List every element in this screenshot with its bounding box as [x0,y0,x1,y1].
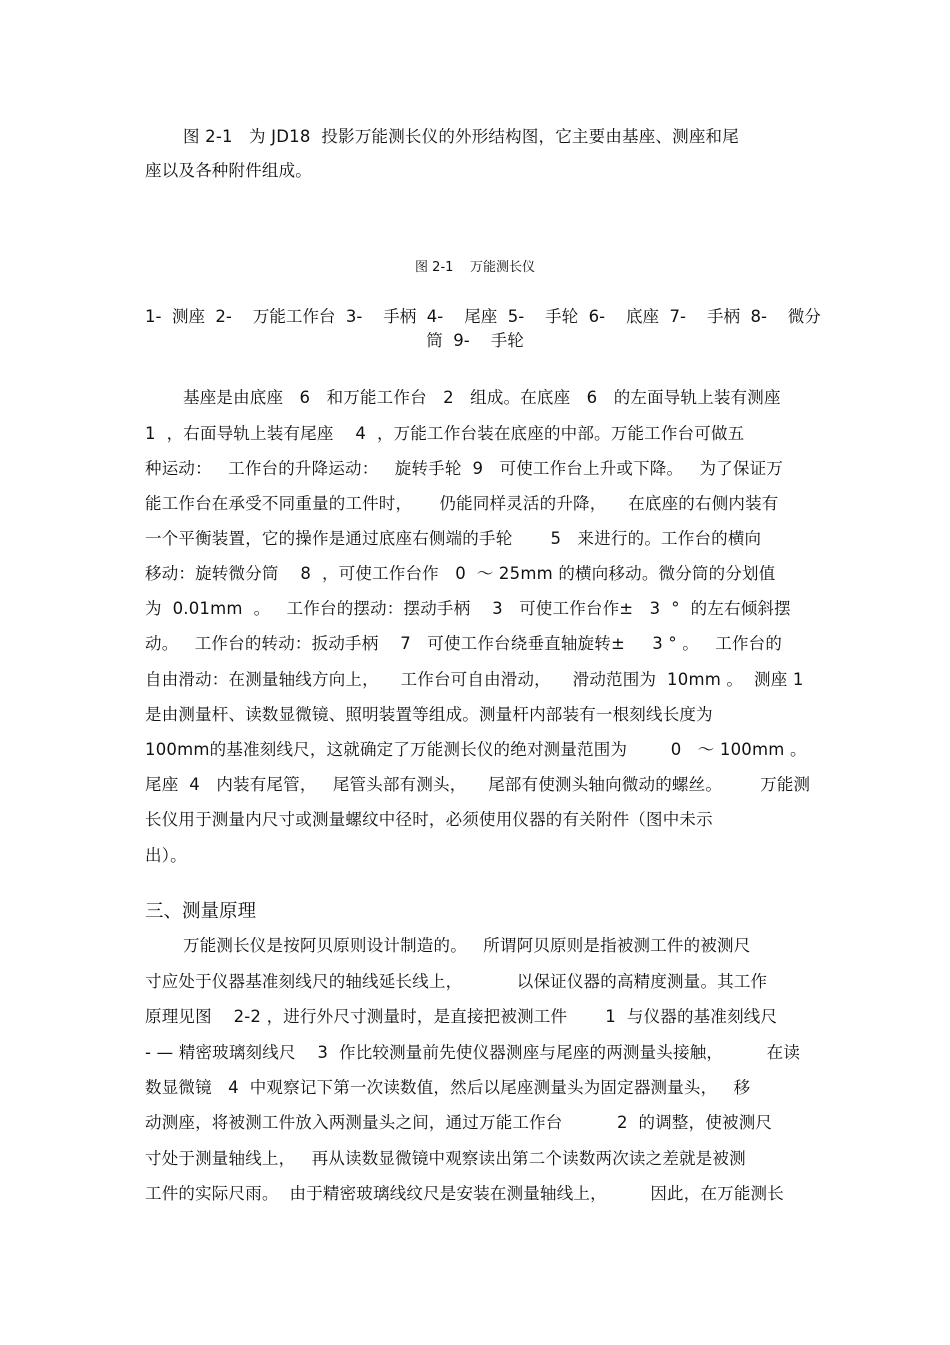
body-line: 种运动： 工作台的升降运动： 旋转手轮 9 可使工作台上升或下降。 为了保证万 [145,459,784,478]
body-line: 能工作台在承受不同重量的工件时， 仍能同样灵活的升降， 在底座的右侧内装有 [145,494,779,513]
section-line: 万能测长仪是按阿贝原则设计制造的。 所谓阿贝原则是指被测工件的被测尺 [183,936,751,955]
body-line: 1 ，右面导轨上装有尾座 4 ，万能工作台装在底座的中部。万能工作台可做五 [145,424,745,443]
body-line: 基座是由底座 6 和万能工作台 2 组成。在底座 6 的左面导轨上装有测座 [183,388,781,407]
section-line: 寸应处于仪器基准刻线尺的轴线延长线上， 以保证仪器的高精度测量。其工作 [145,972,768,991]
body-line: 移动：旋转微分筒 8 ，可使工作台作 0 ～ 25mm 的横向移动。微分筒的分划值 [145,564,776,583]
section-line: 寸处于测量轴线上， 再从读数显微镜中观察读出第二个读数两次读之差就是被测 [145,1149,746,1168]
section-line: 动测座，将被测工件放入两测量头之间，通过万能工作台 2 的调整，使被测尺 [145,1113,773,1132]
section-heading: 三、测量原理 [145,901,257,922]
section-line: - — 精密玻璃刻线尺 3 作比较测量前先使仪器测座与尾座的两测量头接触， 在读 [145,1043,801,1062]
figure-legend-line-1: 1- 测座 2- 万能工作台 3- 手柄 4- 尾座 5- 手轮 6- 底座 7- 手柄 8- 微分 [145,307,821,326]
body-line: 尾座 4 内装有尾管， 尾管头部有测头， 尾部有使测头轴向微动的螺丝。 万能测 [145,775,811,794]
intro-line-1: 图 2-1 为 JD18 投影万能测长仪的外形结构图，它主要由基座、测座和尾 [183,127,739,146]
figure-legend [145,305,821,353]
body-line: 动。 工作台的转动：扳动手柄 7 可使工作台绕垂直轴旋转± 3 ° 。 工作台的 [145,634,783,653]
section-line: 数显微镜 4 中观察记下第一次读数值，然后以尾座测量头为固定器测量头， 移 [145,1078,751,1097]
section-line: 原理见图 2-2 ，进行外尺寸测量时，是直接把被测工件 1 与仪器的基准刻线尺 [145,1007,778,1026]
body-line: 出）。 [145,846,187,865]
body-line: 100mm的基准刻线尺，这就确定了万能测长仪的绝对测量范围为 0 ～ 100mm 。 [145,740,807,759]
body-line: 自由滑动：在测量轴线方向上， 工作台可自由滑动， 滑动范围为 10mm 。 测座 1 [145,670,804,689]
intro-line-2: 座以及各种附件组成。 [145,161,312,180]
body-line: 一个平衡装置，它的操作是通过底座右侧端的手轮 5 来进行的。工作台的横向 [145,529,762,548]
body-line: 为 0.01mm 。 工作台的摆动：摆动手柄 3 可使工作台作± 3 ° 的左右倾斜摆 [145,599,791,618]
section-line: 工件的实际尺雨。 由于精密玻璃线纹尺是安装在测量轴线上， 因此，在万能测长 [145,1184,784,1203]
figure-legend-line-2: 筒 9- 手轮 [426,331,524,350]
figure-caption: 图 2-1 万能测长仪 [415,260,535,275]
body-line: 是由测量杆、读数显微镜、照明装置等组成。测量杆内部装有一根刻线长度为 [145,705,713,724]
body-line: 长仪用于测量内尺寸或测量螺纹中径时，必须使用仪器的有关附件（图中未示 [145,810,713,829]
